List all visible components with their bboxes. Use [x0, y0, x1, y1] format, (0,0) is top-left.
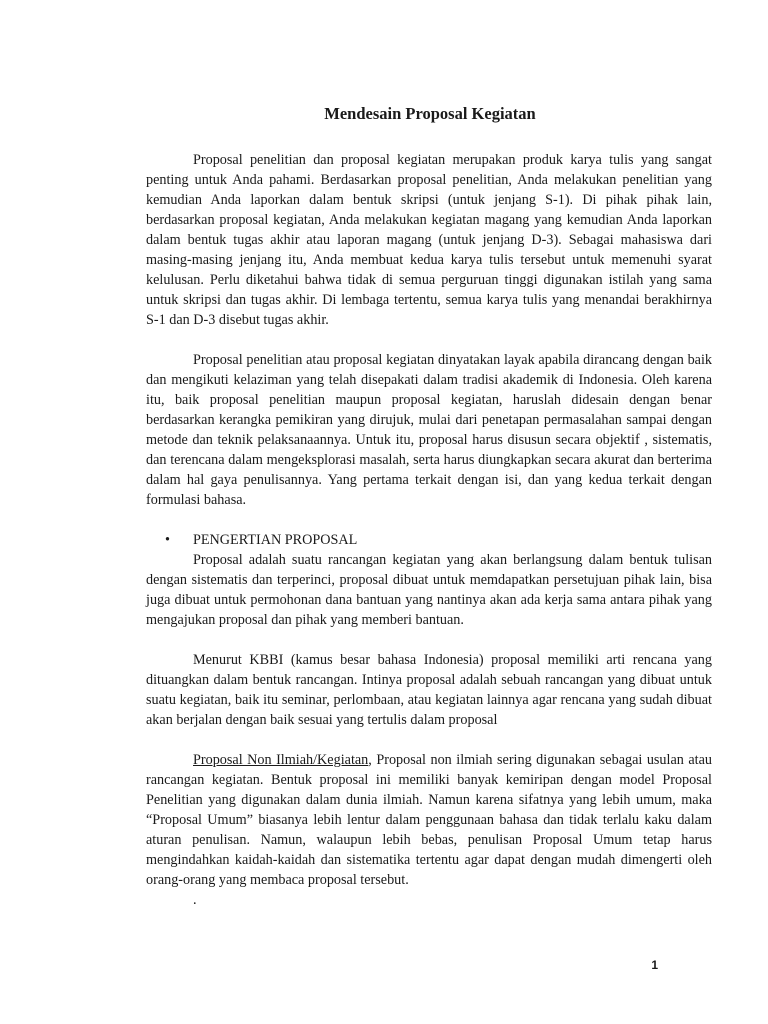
paragraph-4: Menurut KBBI (kamus besar bahasa Indonesia) proposal memiliki arti rencana yang dituangkan dalam bentuk rancangan. Intinya proposal adalah sebuah rancangan yang dibuat untuk suatu kegiatan, baik itu seminar, perlombaan, atau kegiatan lainnya agar rencana yang sudah dibuat akan berjalan dengan baik sesuai yang tertulis dalam proposal: [146, 652, 712, 728]
paragraph-1: Proposal penelitian dan proposal kegiatan merupakan produk karya tulis yang sangat penting untuk Anda pahami. Berdasarkan proposal penelitian, Anda melakukan penelitian yang kemudian Anda laporkan dalam bentuk skripsi (untuk jenjang S-1). Di pihak pihak lain, berdasarkan proposal kegiatan, Anda melakukan kegiatan magang yang kemudian Anda laporkan dalam bentuk tugas akhir atau laporan magang (untuk jenjang D-3). Sebagai mahasiswa dari masing-masing jenjang itu, Anda membuat kedua karya tulis tersebut untuk memenuhi syarat kelulusan. Perlu diketahui bahwa tidak di semua perguruan tinggi digunakan istilah yang sama untuk skripsi dan tugas akhir. Di lembaga tertentu, semua karya tulis yang menandai berakhirnya S-1 dan D-3 disebut tugas akhir.: [146, 152, 712, 328]
page-number: 1: [651, 958, 658, 972]
paragraph-5-underlined-term: Proposal Non Ilmiah/Kegiatan: [193, 752, 369, 768]
paragraph-5-text: , Proposal non ilmiah sering digunakan sebagai usulan atau rancangan kegiatan. Bentuk proposal ini memiliki banyak kemiripan dengan model Proposal Penelitian yang digunakan dalam dunia ilmiah. Namun karena sifatnya yang lebih umum, maka “Proposal Umum” biasanya lebih lentur dalam penggunaan bahasa dan tidak terlalu kaku dalam aturan penulisan. Namun, walaupun lebih bebas, penulisan Proposal Umum tetap harus mengindahkan kaidah-kaidah dan sistematika tertentu agar dapat dengan mudah dimengerti oleh orang-orang yang membaca proposal tersebut.: [146, 752, 712, 888]
section-heading: [146, 530, 712, 550]
paragraph-5: [146, 750, 712, 890]
paragraph-3: Proposal adalah suatu rancangan kegiatan yang akan berlangsung dalam bentuk tulisan dengan sistematis dan terperinci, proposal dibuat untuk memdapatkan persetujuan pihak lain, bisa juga dibuat untuk permohonan dana bantuan yang nantinya akan ada kerja sama antara pihak yang mengajukan proposal dan pihak yang memberi bantuan.: [146, 552, 712, 628]
trailing-dot: .: [193, 892, 197, 908]
document-body: [146, 150, 712, 910]
section-heading-text: PENGERTIAN PROPOSAL: [193, 532, 358, 548]
bullet-icon: •: [165, 532, 170, 548]
paragraph-2: Proposal penelitian atau proposal kegiatan dinyatakan layak apabila dirancang dengan baik dan mengikuti kelaziman yang telah disepakati dalam tradisi akademik di Indonesia. Oleh karena itu, baik proposal penelitian maupun proposal kegiatan, haruslah didesain dengan benar berdasarkan kerangka pemikiran yang dirujuk, mulai dari penetapan permasalahan sampai dengan metode dan teknik pelaksanaannya. Untuk itu, proposal harus disusun secara objektif , sistematis, dan terencana dalam mengeksplorasi masalah, serta harus diungkapkan secara akurat dan berterima dalam hal gaya penulisannya. Yang pertama terkait dengan isi, dan yang kedua terkait dengan formulasi bahasa.: [146, 352, 712, 508]
document-title: Mendesain Proposal Kegiatan: [324, 104, 536, 123]
